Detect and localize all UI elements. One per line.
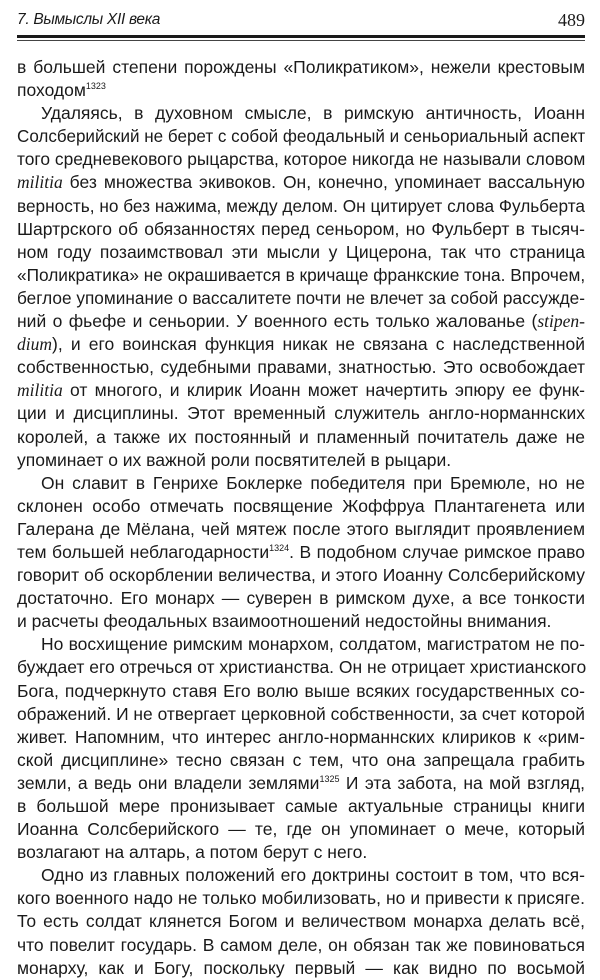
text-line: упоминает о их важной роли посвятителей в рыцари.	[17, 449, 452, 470]
text-line: того средневекового рыцарства, которое никогда не называли словом	[17, 149, 586, 170]
text-line: Он славит в Генрихе Боклерке победителя при Бремюле, но не	[41, 472, 585, 493]
text-line: верность, но без нажима, между делом. Он цитирует слова Фульберта	[17, 195, 585, 216]
text-line: возлагают на алтарь, а потом берут с него.	[17, 842, 368, 863]
text-line: достаточно. Его монарх — суверен в римском духе, а все тонкости	[17, 588, 585, 609]
text-line: монарху, как и Богу, поскольку первый — как видно по восьмой	[17, 957, 585, 978]
body-text	[17, 56, 585, 980]
text-line: ции и дисциплины. Этот временный служитель англо-норманнских	[17, 403, 585, 424]
text-line: Бога, подчеркнуто ставя Его волю выше всяких государственных со-	[17, 680, 585, 701]
text-line: земли, а ведь они владели землями$^{1325}$ И эта забота, на мой взгляд,	[17, 772, 585, 793]
text-line: dium), и его воинская функция никак не связана с наследственной	[17, 334, 585, 355]
text-line: ном году позаимствовал эти мысли у Цицерона, так что страница	[17, 241, 585, 262]
text-line: ний о фьефе и сеньории. У военного есть только жалованье (stipen-	[17, 311, 585, 332]
text-line: militia от многого, и клирик Иоанн может начертить эпюру ее функ-	[17, 380, 585, 401]
text-line: Иоанна Солсберийского — те, где он упоминает о мече, который	[17, 819, 585, 840]
footnote-ref[interactable]: 1325	[319, 773, 340, 784]
chapter-title: 7. Вымыслы XII века	[17, 11, 161, 28]
italic-term: militia	[17, 380, 63, 401]
text-line: кого военного надо не только мобилизовать, но и привести к присяге.	[17, 888, 585, 909]
text-line: походом$^{1323}$	[17, 80, 106, 101]
text-line: ображений. И не отвергает церковной собственности, за счет которой	[17, 703, 585, 724]
text-line: Одно из главных положений его доктрины состоит в том, что вся-	[41, 865, 585, 886]
text-line: собственностью, судебными правами, знатностью. Это освобождает	[17, 357, 585, 378]
text-line: королей, а также их постоянный и пламенный почитатель даже не	[17, 426, 585, 447]
page-number: 489	[558, 10, 585, 30]
text-line: ской дисциплине» тесно связан с тем, что она запрещала грабить	[17, 749, 585, 770]
text-line: буждает его отречься от христианства. Он не отрицает христианского	[17, 657, 587, 678]
text-line: живет. Напомним, что интерес англо-норманнских клириков к «рим-	[17, 726, 585, 747]
text-line: и расчеты феодальных взаимоотношений недостойны внимания.	[17, 611, 552, 632]
text-line: тем большей неблагодарности$^{1324}$. В подобном случае римское право	[17, 541, 585, 562]
text-line: в большой мере пронизывает самые актуальные страницы книги	[17, 796, 585, 816]
text-line: «Поликратика» не окрашивается в кричаще франкские тона. Впрочем,	[17, 264, 586, 285]
text-line: Удаляясь, в духовном смысле, в римскую античность, Иоанн	[41, 103, 585, 124]
text-line: говорит об оскорблении величества, и этого Иоанну Солсберийскому	[17, 565, 585, 586]
text-line: Галерана де Мёлана, чей мятеж после этого выглядит проявлением	[17, 518, 585, 539]
footnote-ref[interactable]: 1323	[85, 81, 106, 92]
italic-term: stipen-	[537, 311, 585, 332]
header-rule	[17, 35, 585, 38]
text-line: беглое упоминание о вассалитете почти не влечет за собой рассужде-	[17, 287, 585, 308]
running-header	[17, 8, 585, 32]
text-line: Но восхищение римским монархом, солдатом, магистратом не по-	[41, 634, 585, 655]
text-line: То есть солдат клянется Богом и величеством монарха делать всё,	[17, 911, 585, 932]
header-rule-thin	[17, 40, 585, 41]
footnote-ref[interactable]: 1324	[269, 542, 290, 553]
text-line: в большей степени порождены «Поликратиком», нежели крестовым	[17, 57, 585, 77]
text-line: склонен особо отмечать посвящение Жоффруа Плантагенета или	[17, 495, 585, 516]
text-line: Солсберийский не берет с собой феодальный и сеньориальный аспект	[17, 126, 586, 147]
italic-term: militia	[17, 172, 63, 193]
italic-term: dium	[17, 334, 52, 355]
text-line: что повелит государь. В самом деле, он обязан так же повиноваться	[17, 934, 585, 955]
text-line: Шартрского об обязанностях перед сеньором, но Фульберт в тысяч-	[17, 218, 585, 239]
text-line: militia без множества экивоков. Он, конечно, упоминает вассальную	[17, 172, 585, 193]
